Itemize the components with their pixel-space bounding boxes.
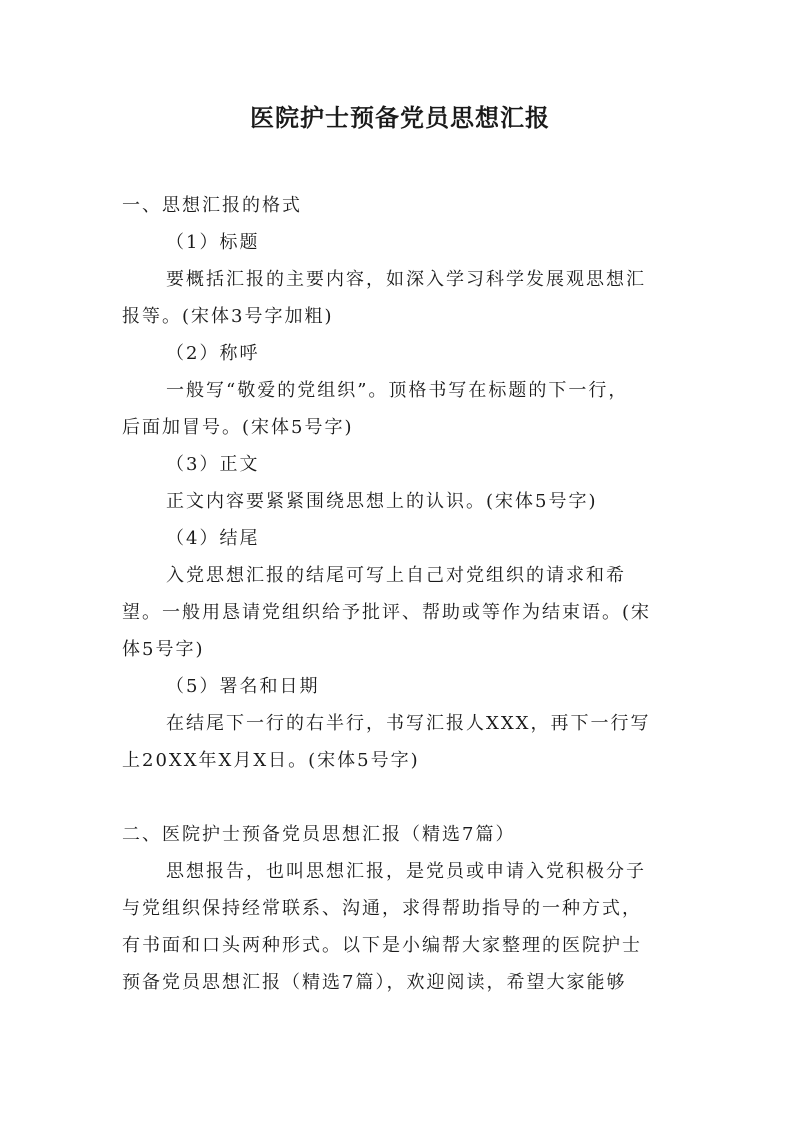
item3-label: （3）正文 [166, 454, 260, 475]
item2-label: （2）称呼 [166, 343, 260, 364]
section2-para-line: 与党组织保持经常联系、沟通，求得帮助指导的一种方式， [122, 898, 642, 919]
item4-para-line: 体5号字) [122, 639, 205, 660]
item4-para-line: 望。一般用恳请党组织给予批评、帮助或等作为结束语。(宋 [122, 602, 652, 623]
item1-para-line: 要概括汇报的主要内容，如深入学习科学发展观思想汇 [166, 269, 646, 290]
item1-para-line: 报等。(宋体3号字加粗) [122, 306, 334, 327]
item3-para-line: 正文内容要紧紧围绕思想上的认识。(宋体5号字) [166, 491, 598, 512]
document-title: 医院护士预备党员思想汇报 [250, 103, 550, 132]
item1-label: （1）标题 [166, 232, 260, 253]
section2-para-line: 预备党员思想汇报（精选7篇），欢迎阅读，希望大家能够 [122, 972, 627, 993]
item2-para-line: 一般写“敬爱的党组织”。顶格书写在标题的下一行， [166, 380, 629, 401]
item4-label: （4）结尾 [166, 528, 260, 549]
item5-para-line: 在结尾下一行的右半行，书写汇报人XXX，再下一行写 [166, 713, 651, 734]
section2-heading: 二、医院护士预备党员思想汇报（精选7篇） [122, 824, 516, 845]
section2-para-line: 有书面和口头两种形式。以下是小编帮大家整理的医院护士 [122, 935, 642, 956]
item5-para-line: 上20XX年X月X日。(宋体5号字) [122, 750, 420, 771]
section1-heading: 一、思想汇报的格式 [122, 195, 302, 216]
item5-label: （5）署名和日期 [166, 676, 320, 697]
section2-para-line: 思想报告，也叫思想汇报，是党员或申请入党积极分子 [166, 861, 646, 882]
item2-para-line: 后面加冒号。(宋体5号字) [122, 417, 354, 438]
item4-para-line: 入党思想汇报的结尾可写上自己对党组织的请求和希 [166, 565, 626, 586]
